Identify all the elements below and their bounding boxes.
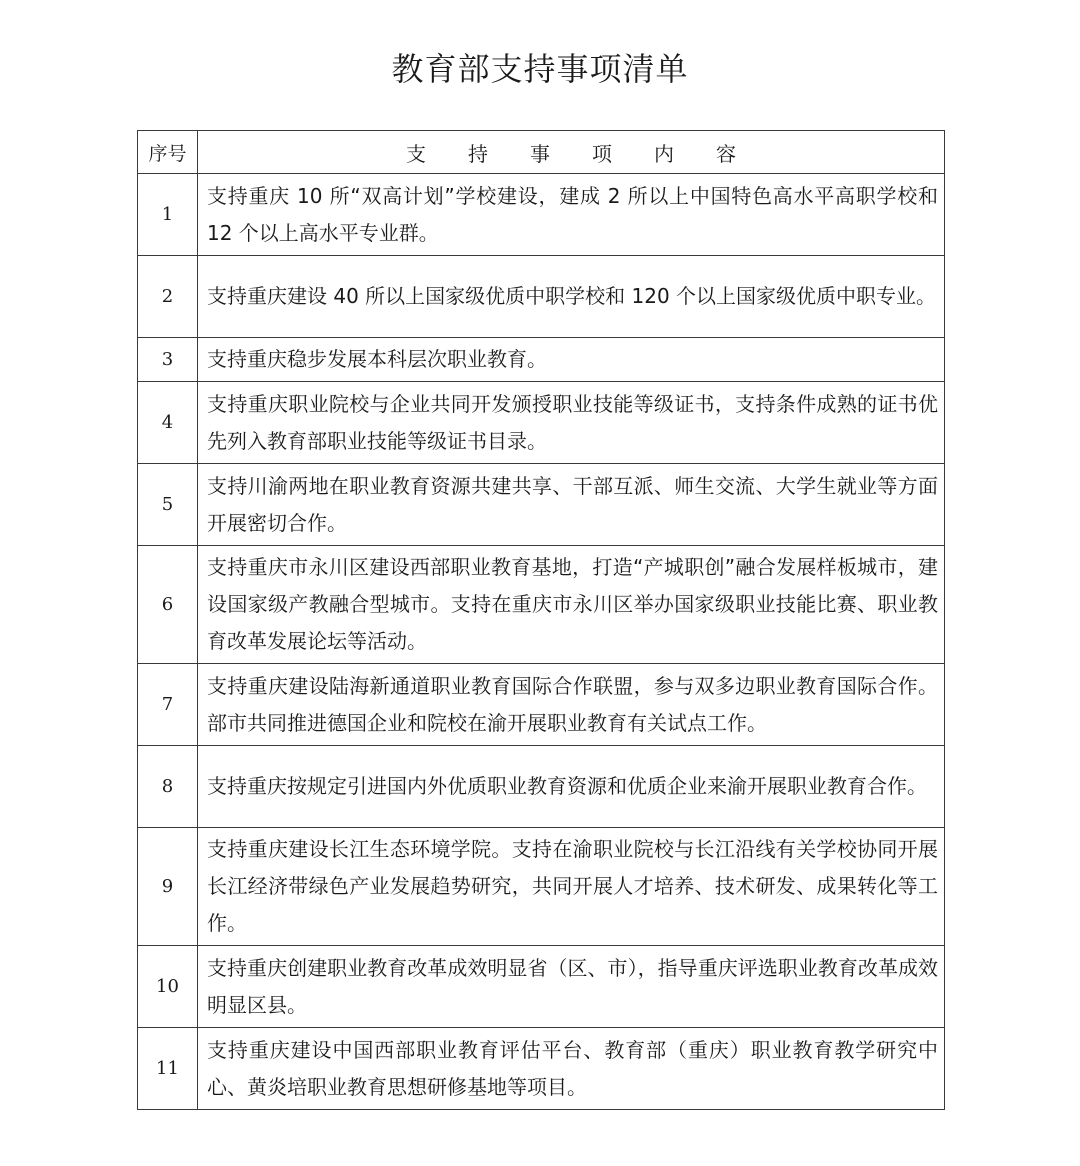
table-row xyxy=(138,946,945,1028)
row-number: 8 xyxy=(138,746,198,828)
row-number: 7 xyxy=(138,664,198,746)
row-content: 支持重庆建设中国西部职业教育评估平台、教育部（重庆）职业教育教学研究中心、黄炎培职业教育思想研修基地等项目。 xyxy=(198,1028,945,1110)
row-number: 1 xyxy=(138,174,198,256)
row-number: 6 xyxy=(138,546,198,664)
row-content: 支持重庆建设陆海新通道职业教育国际合作联盟，参与双多边职业教育国际合作。部市共同推进德国企业和院校在渝开展职业教育有关试点工作。 xyxy=(198,664,945,746)
table-row xyxy=(138,256,945,338)
table-row xyxy=(138,1028,945,1110)
header-serial-number: 序号 xyxy=(138,131,198,174)
row-content: 支持重庆市永川区建设西部职业教育基地，打造“产城职创”融合发展样板城市，建设国家级产教融合型城市。支持在重庆市永川区举办国家级职业技能比赛、职业教育改革发展论坛等活动。 xyxy=(198,546,945,664)
table-row xyxy=(138,174,945,256)
row-number: 3 xyxy=(138,338,198,382)
table-row xyxy=(138,664,945,746)
table-header-row xyxy=(138,131,945,174)
row-number: 10 xyxy=(138,946,198,1028)
row-number: 11 xyxy=(138,1028,198,1110)
row-number: 4 xyxy=(138,382,198,464)
row-content: 支持重庆稳步发展本科层次职业教育。 xyxy=(198,338,945,382)
table-row xyxy=(138,338,945,382)
page-title: 教育部支持事项清单 xyxy=(391,50,689,88)
row-content: 支持重庆 10 所“双高计划”学校建设，建成 2 所以上中国特色高水平高职学校和 12 个以上高水平专业群。 xyxy=(198,174,945,256)
row-content: 支持重庆按规定引进国内外优质职业教育资源和优质企业来渝开展职业教育合作。 xyxy=(198,746,945,828)
table-row xyxy=(138,382,945,464)
support-items-table xyxy=(137,130,945,1110)
table-row xyxy=(138,746,945,828)
row-content: 支持重庆建设长江生态环境学院。支持在渝职业院校与长江沿线有关学校协同开展长江经济带绿色产业发展趋势研究，共同开展人才培养、技术研发、成果转化等工作。 xyxy=(198,828,945,946)
row-content: 支持川渝两地在职业教育资源共建共享、干部互派、师生交流、大学生就业等方面开展密切合作。 xyxy=(198,464,945,546)
header-item-content: 支持事项内容 xyxy=(198,131,945,174)
row-content: 支持重庆职业院校与企业共同开发颁授职业技能等级证书，支持条件成熟的证书优先列入教育部职业技能等级证书目录。 xyxy=(198,382,945,464)
row-number: 2 xyxy=(138,256,198,338)
row-content: 支持重庆建设 40 所以上国家级优质中职学校和 120 个以上国家级优质中职专业。 xyxy=(198,256,945,338)
row-content: 支持重庆创建职业教育改革成效明显省（区、市），指导重庆评选职业教育改革成效明显区县。 xyxy=(198,946,945,1028)
table-row xyxy=(138,464,945,546)
row-number: 9 xyxy=(138,828,198,946)
table-row xyxy=(138,546,945,664)
row-number: 5 xyxy=(138,464,198,546)
table-row xyxy=(138,828,945,946)
